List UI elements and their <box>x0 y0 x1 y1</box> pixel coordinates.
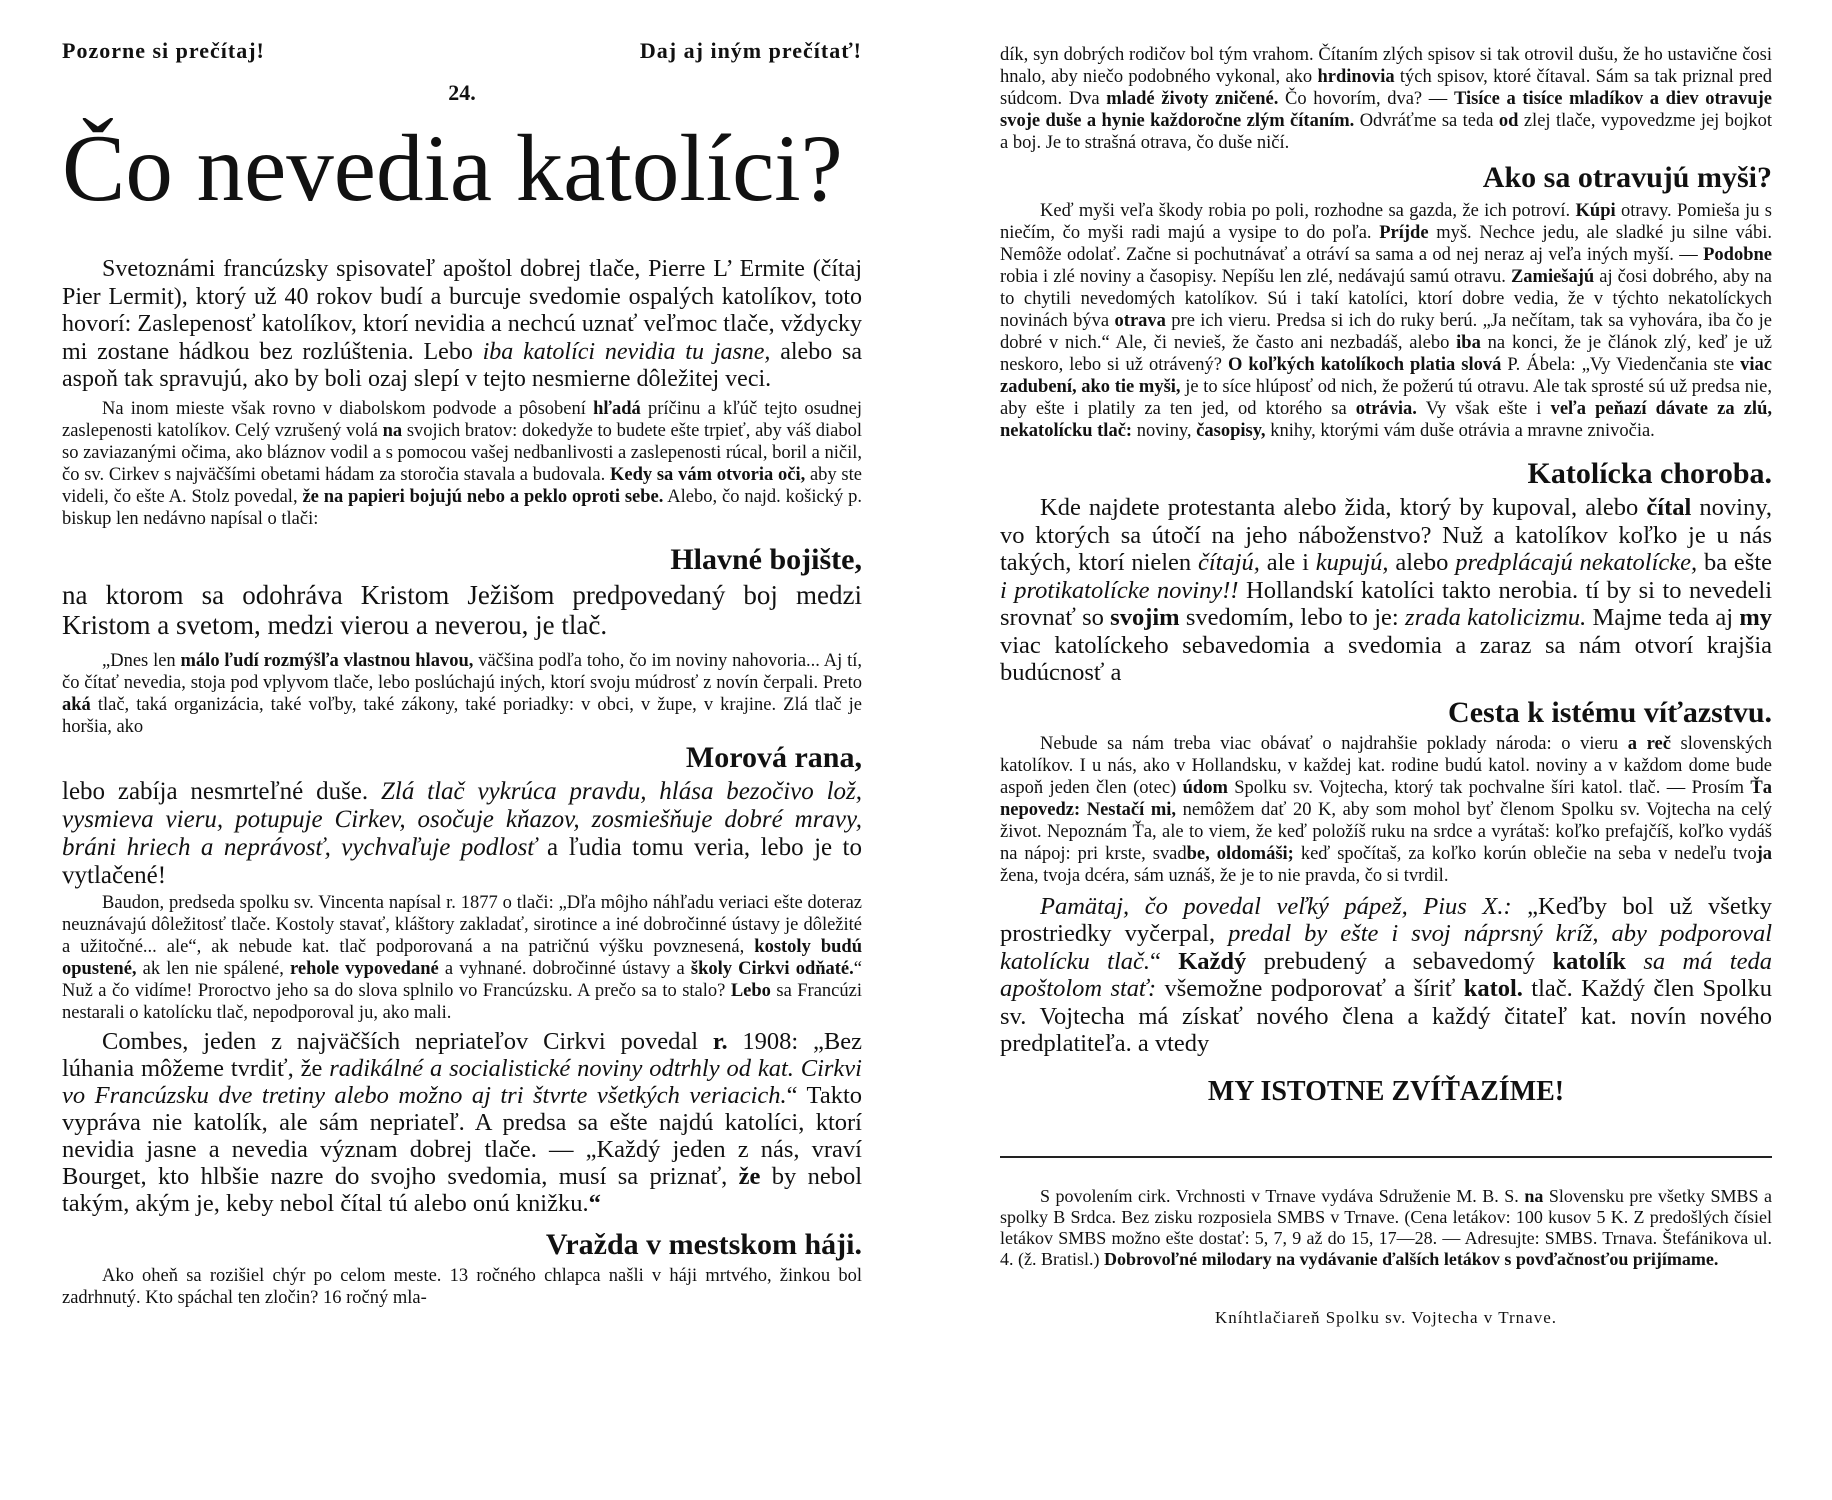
paragraph-vrazda: Ako oheň sa rozišiel chýr po celom meste. 13 ročného chlapca našli v háji mrtvého, žinkou bol zadrhnutý. Kto spáchal ten zločin? 16 ročný mla- <box>62 1265 862 1308</box>
header-right: Daj aj iným prečítať! <box>639 38 862 63</box>
leaflet-number: 24. <box>448 80 476 105</box>
paragraph-imprint: S povolením cirk. Vrchnosti v Trnave vydáva Sdruženie M. B. S. na Slovensku pre všetky SMBS a spolky B Srdca. Bez zisku rozposiela SMBS v Trnave. (Cena letákov: 100 kusov 5 K. Z predošlých čísiel letákov SMBS možno ešte dostať: 5, 7, 9 až do 15, 17—28. — Adresujte: SMBS. Trnava. Štefánikova ul. 4. (ž. Bratisl.) Dobrovoľné milodary na vydávanie ďalších letákov s povďačnosťou prijímame. <box>1000 1185 1772 1269</box>
right-page <box>1000 0 1772 1500</box>
paragraph-zla-tlac: lebo zabíja nesmrteľné duše. Zlá tlač vykrúca pravdu, hlása bezočivo lož, vysmieva vieru, potupuje Cirkev, osočuje kňazov, zosmiešňuje dobré mravy, bráni hriech a neprávosť, vychvaľuje podlosť a ľudia tomu veria, lebo je to vytlačené! <box>62 777 862 889</box>
footer-divider <box>1000 1156 1772 1158</box>
header-row <box>62 38 862 78</box>
paragraph-myši: Keď myši veľa škody robia po poli, rozhodne sa gazda, že ich potroví. Kúpi otravy. Pomieša ju s niečím, čo myši radi majú a vysipe to do poľa. Príjde myš. Nechce jedu, ale sladké ju silne vábi. Nemôže odolať. Začne si pochutnávať a otráví sa sama a od nej neraz aj veľa iných myší. — Podobne robia i zlé noviny a časopisy. Nepíšu len zlé, nedávajú samú otravu. Zamiešajú aj čosi dobrého, aby na to chytili nevedomých katolíkov. Sú i takí katolíci, ktorí dobre vedia, že v týchto nekatolíckych novinách býva otrava pre ich vieru. Predsa si ich do ruky berú. „Ja nečítam, tak sa vyhovára, iba čo je dobré v nich.“ Ale, či nevieš, že často ani nezbadáš, alebo iba na konci, že je článok zlý, keď je už neskoro, lebo si už otrávený? O koľkých katolíkoch platia slová P. Ábela: „Vy Viedenčania ste viac zadubení, ako tie myši, je to síce hlúposť od nich, že požerú tú otravu. Ale tak sprosté sú už predsa nie, aby ešte i platily za ten jed, od ktorého sa otrávia. Vy však ešte i veľa peňazí dávate za zlú, nekatolícku tlač: noviny, časopisy, knihy, ktorými vám duše otrávia a mravne znivočia. <box>1000 201 1773 441</box>
title-wrap <box>62 110 862 226</box>
paragraph-choroba: Kde najdete protestanta alebo žida, ktorý by kupoval, alebo čítal noviny, vo ktorých sa útočí na jeho náboženstvo? Nuž a katolíkov koľko je u nás takých, ktorí nielen čítajú, ale i kupujú, alebo predplácajú nekatolícke, ba ešte i protikatolícke noviny!! Hollandskí katolíci takto nerobia. tí by si to nevedeli srovnať so svojim svedomím, lebo to je: zrada katolicizmu. Majme teda aj my viac katolíckeho sebavedomia a svedomia a zaraz sa nám otvorí krajšia budúcnosť a <box>1000 494 1773 686</box>
paragraph-baudon: Baudon, predseda spolku sv. Vincenta napísal r. 1877 o tlači: „Dľa môjho náhľadu veriaci ešte doteraz neuznávajú dôležitosť tlače. Kostoly stavať, kláštory zakladať, sirotince a iné dobročinné ústavy je dôležité a užitočné... ale“, ak nebude kat. tlač podporovaná a na patričnú výšku povznesená, kostoly budú opustené, ak len nie spálené, rehole vypovedané a vyhnané. dobročinné ústavy a školy Cirkvi odňaté.“ Nuž a čo vidíme! Proroctvo jeho sa do slova splnilo vo Francúzsku. A prečo sa to stalo? Lebo sa Francúzi nestarali o katolícku tlač, nepodporoval ju, ako mali. <box>62 892 862 1023</box>
heading-hlavne-bojiste: Hlavné bojište, <box>670 542 862 576</box>
heading-myši: Ako sa otravujú myši? <box>1482 161 1772 194</box>
paragraph-cesta: Nebude sa nám treba viac obávať o najdrahšie poklady národa: o vieru a reč slovenských katolíkov. I u nás, ako v Hollandsku, v každej kat. rodine budú katol. noviny a v každom dome bude aspoň jeden člen (otec) údom Spolku sv. Vojtecha, ktorý tak pochvalne šíri katol. tlač. — Prosím Ťa nepovedz: Nestačí mi, nemôžem dať 20 K, aby som mohol byť členom Spolku sv. Vojtecha na celý život. Nepoznám Ťa, ale to viem, že keď položíš ruku na srdce a vyrátaš: koľko prefajčíš, koľko vydáš na nápoj: pri krste, svadbe, oldomáši; keď spočítaš, za koľko korún oblečie na seba v nedeľu tvoja žena, tvoja dcéra, sám uznáš, že je to nie pravda, čo si tvrdil. <box>1000 733 1773 886</box>
paragraph-intro: Svetoznámi francúzsky spisovateľ apoštol dobrej tlače, Pierre L’ Ermite (čítaj Pier Lermit), ktorý už 40 rokov budí a burcuje svedomie ospalých katolíkov, toto hovorí: Zaslepenosť katolíkov, ktorí nevidia a nechcú uznať veľmoc tlače, vždycky mi zostane hádkou bez rozlúštenia. Lebo iba katolíci nevidia tu jasne, alebo sa aspoň tak spravujú, ako by boli ozaj slepí v tejto nesmierne dôležitej veci. <box>62 256 862 392</box>
heading-morova-rana: Morová rana, <box>685 740 862 774</box>
paragraph-vrah: dík, syn dobrých rodičov bol tým vrahom. Čítaním zlých spisov si tak otrovil dušu, že ho ustavične čosi hnalo, aby niečo podobného vykonal, ako hrdinovia tých spisov, ktoré čítaval. Sám sa tak priznal pred súdcom. Dva mladé životy zničené. Čo hovorím, dva? — Tisíce a tisíce mladíkov a diev otravuje svoje duše a hynie každoročne zlým čítaním. Odvráťme sa teda od zlej tlače, vypovedzme jej bojkot a boj. Je to strašná otrava, čo duše ničí. <box>1000 45 1773 153</box>
header-left: Pozorne si prečítaj! <box>62 38 265 63</box>
heading-cesta: Cesta k istému víťazstvu. <box>1448 695 1772 729</box>
final-slogan: MY ISTOTNE ZVÍŤAZÍME! <box>1207 1075 1565 1107</box>
printer-line: Kníhtlačiareň Spolku sv. Vojtecha v Trnave. <box>1214 1307 1558 1327</box>
left-page <box>62 0 862 1500</box>
paragraph-combes: Combes, jeden z najväčších nepriateľov Cirkvi povedal r. 1908: „Bez lúhania môžeme tvrdiť, že radikálné a socialistické noviny odtrhly od kat. Cirkvi vo Francúzsku dve tretiny alebo možno aj tri štvrte všetkých veriacich.“ Takto vypráva nie katolík, ale sám nepriateľ. A predsa sa ešte najdú katolíci, ktorí nevidia jasne a nevedia význam dobrej tlače. — „Každý jeden z nás, vraví Bourget, kto hlbšie nazre do svojho svedomia, musí sa priznať, že by nebol takým, akým je, keby nebol čítal tú alebo onú knižku.“ <box>62 1027 863 1217</box>
page-title: Čo nevedia katolíci? <box>62 115 843 221</box>
heading-katolicka-choroba: Katolícka choroba. <box>1527 457 1772 490</box>
paragraph-diabol: Na inom mieste však rovno v diabolskom podvode a pôsobení hľadá príčinu a kľúč tejto osudnej zaslepenosti katolíkov. Celý vzrušený volá na svojich bratov: dokedyže to budete ešte trpieť, aby váš diabol so zaviazanými očima, ako bláznov vodil a s pomocou vašej nedbanlivosti a zaslepenosti rúcal, boril a ničil, čo sv. Cirkev s najväčšími obetami hádam za storočia stavala a budovala. Kedy sa vám otvoria oči, aby ste videli, čo ešte A. Stolz povedal, že na papieri bojujú nebo a peklo oproti sebe. Alebo, čo najd. košický p. biskup len nedávno napísal o tlači: <box>62 398 863 529</box>
paragraph-boj: na ktorom sa odohráva Kristom Ježišom predpovedaný boj medzi Kristom a svetom, medzi vierou a neverou, je tlač. <box>62 579 862 640</box>
paragraph-pius: Pamätaj, čo povedal veľký pápež, Pius X.: „Keďby bol už všetky prostriedky vyčerpal, predal by ešte i svoj náprsný kríž, aby podporoval katolícku tlač.“ Každý prebudený a sebavedomý katolík sa má teda apoštolom stať: všemožne podporovať a šíriť katol. tlač. Každý člen Spolku sv. Vojtecha má získať nového člena a každý čitateľ kat. novín nového predplatiteľa. a vtedy <box>1000 892 1772 1057</box>
paragraph-dnes: „Dnes len málo ľudí rozmýšľa vlastnou hlavou, väčšina podľa toho, čo im noviny nahovoria... Aj tí, čo čítať nevedia, stoja pod vplyvom tlače, lebo poslúchajú iných, ktorí svoju múdrosť z novín čerpali. Preto aká tlač, taká organizácia, také voľby, také zákony, také poriadky: v obci, v župe, v krajine. Zlá tlač je horšia, ako <box>62 650 862 737</box>
heading-vrazda: Vražda v mestskom háji. <box>545 1227 862 1261</box>
